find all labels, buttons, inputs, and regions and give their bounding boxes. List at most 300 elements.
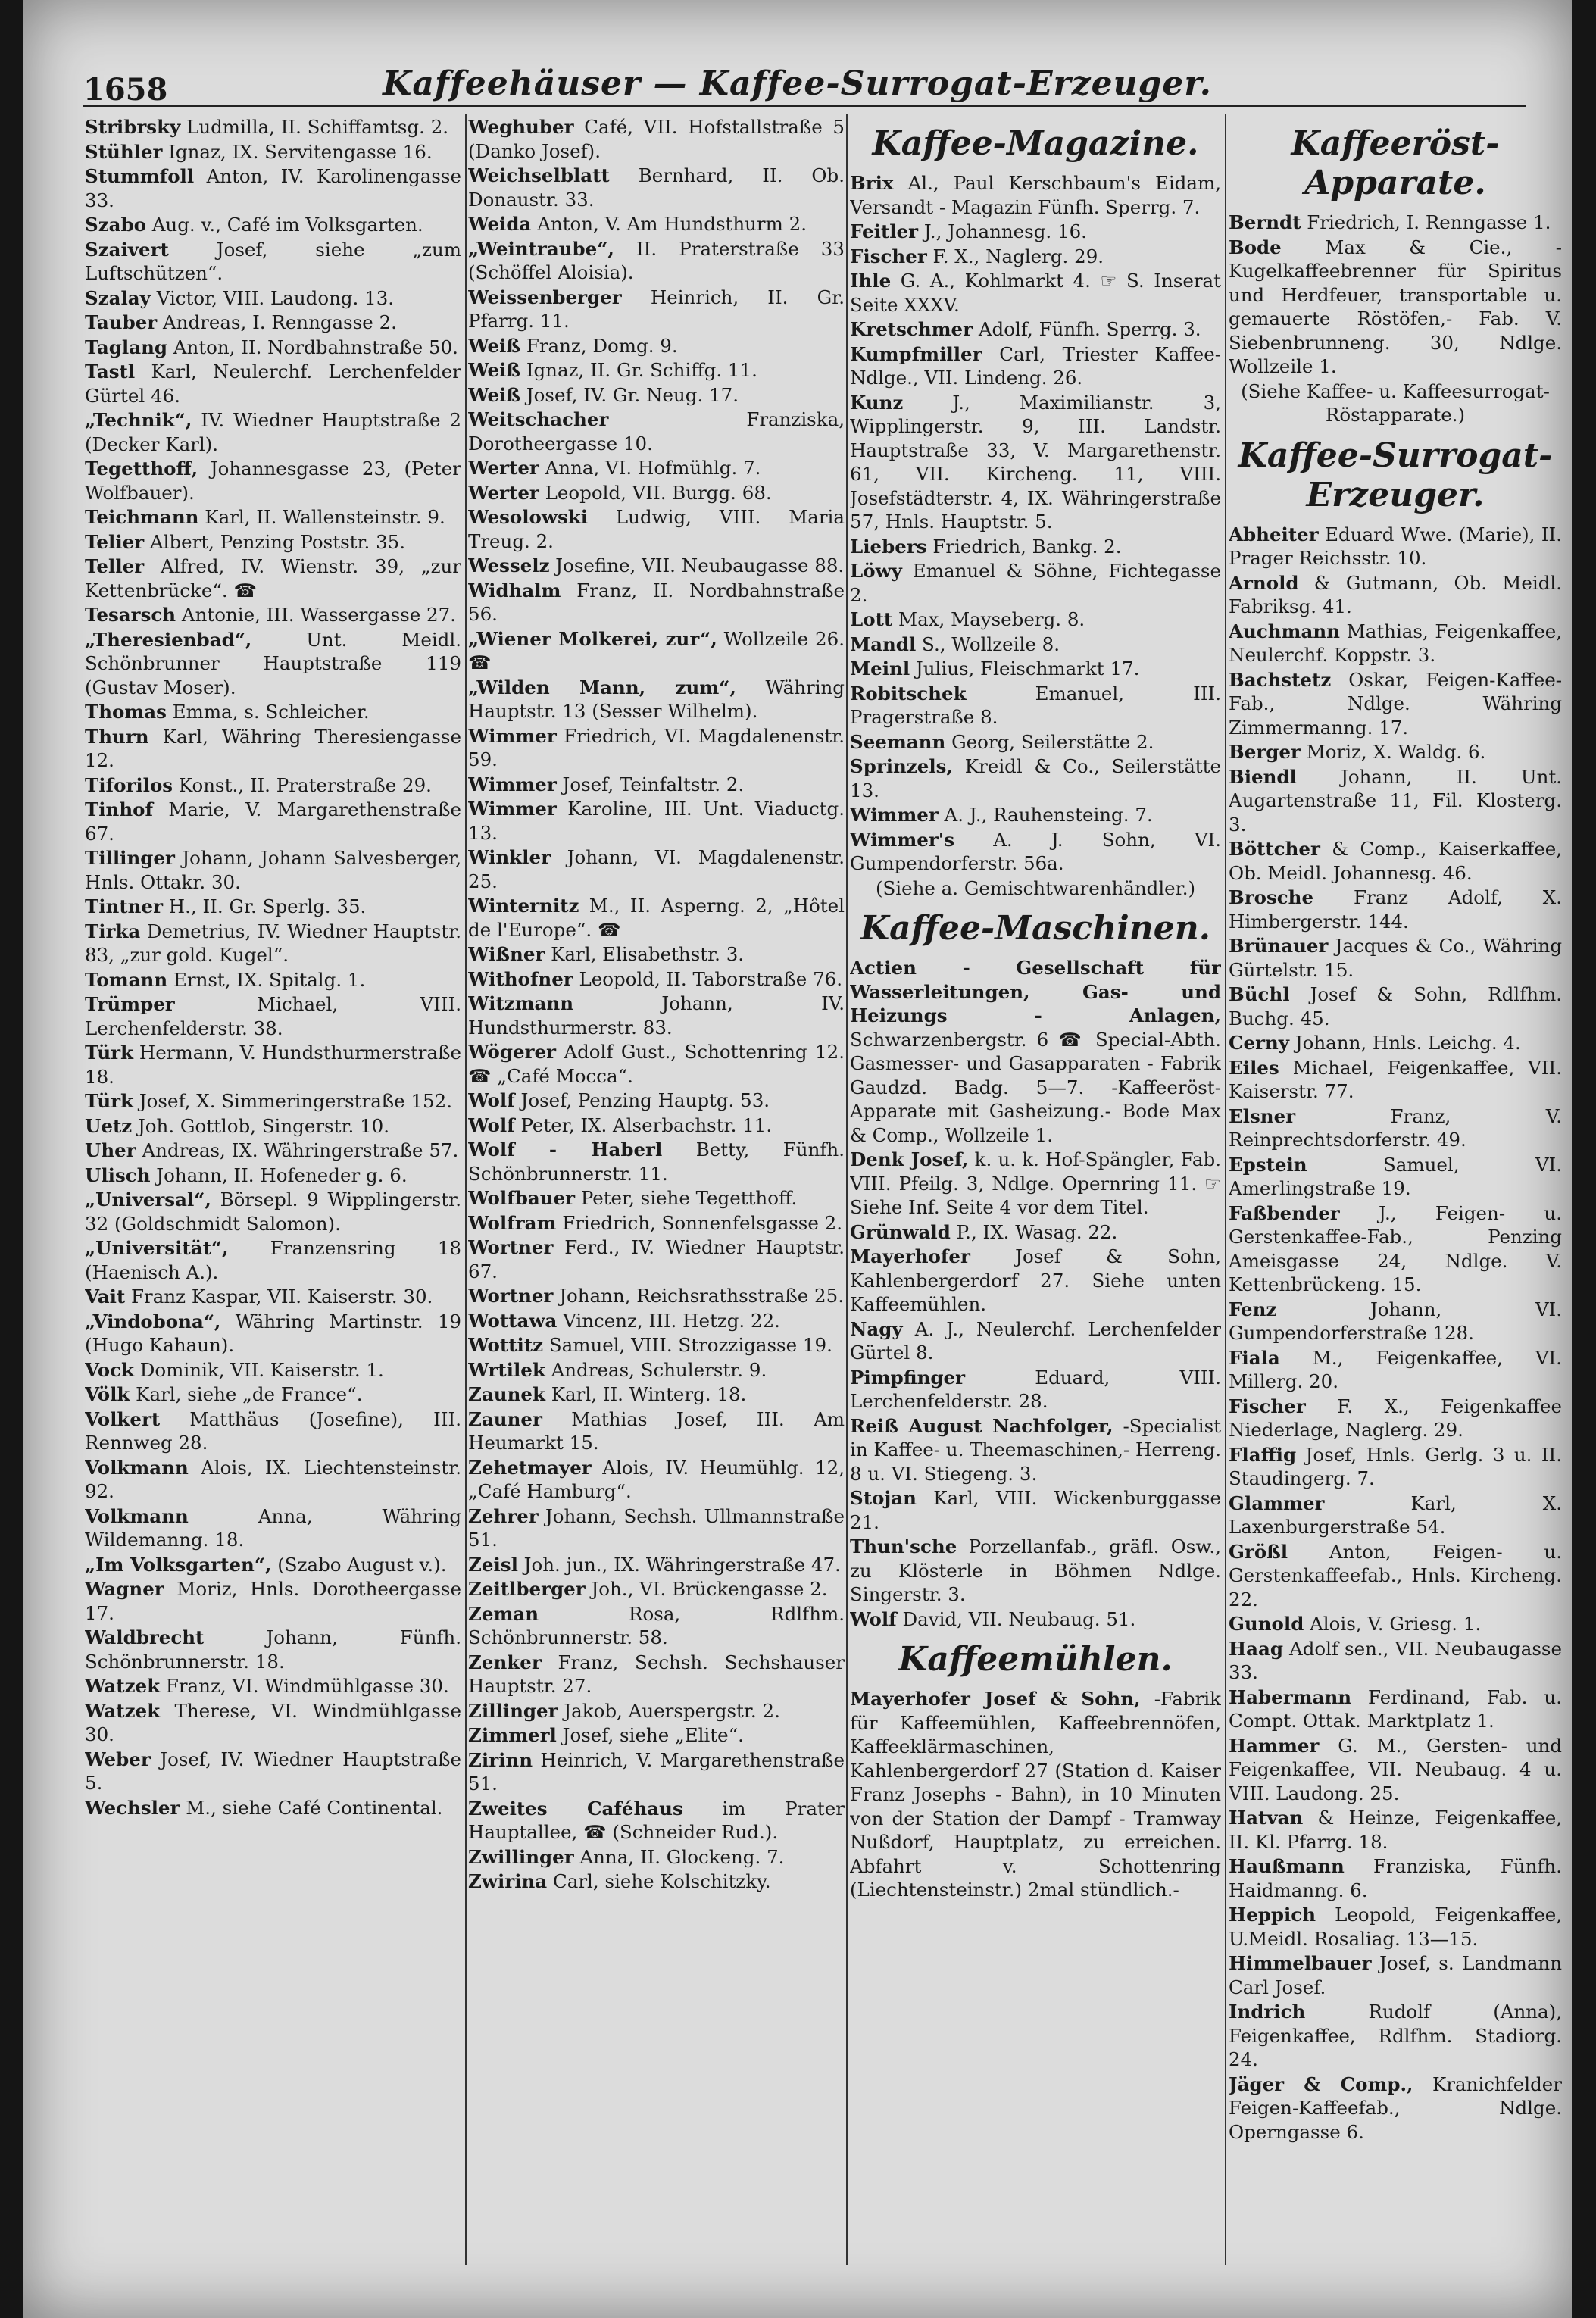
entry-name: Böttcher — [1229, 838, 1320, 860]
entry-name: Zaunek — [468, 1383, 545, 1405]
column-divider — [846, 114, 848, 2265]
entry-detail: Heinrich, V. Margarethenstraße 51. — [468, 1748, 845, 1795]
directory-entry — [85, 140, 461, 164]
entry-detail: Währing Martinstr. 19 (Hugo Kahaun). — [85, 1310, 461, 1356]
directory-entry — [1229, 1443, 1562, 1491]
entry-detail: Börsepl. 9 Wipplingerstr. 32 (Goldschmidt Salomon). — [85, 1189, 461, 1235]
directory-entry — [850, 171, 1221, 219]
entry-detail: Wollzeile 26. ☎ — [468, 627, 845, 673]
directory-entry — [468, 1553, 845, 1577]
entry-name: Winkler — [468, 846, 551, 868]
directory-entry — [1229, 1951, 1562, 1999]
entry-name: Hatvan — [1229, 1807, 1304, 1829]
entry-detail: Friedrich, Bankg. 2. — [926, 535, 1122, 558]
entry-detail: Peter, siehe Tegetthoff. — [575, 1187, 798, 1209]
entry-name: Uetz — [85, 1114, 133, 1137]
directory-entry — [85, 1114, 461, 1139]
directory-entry — [1229, 1903, 1562, 1951]
entry-name: Pimpfinger — [850, 1366, 966, 1389]
entry-detail: Ludwig, VIII. Maria Treug. 2. — [468, 506, 845, 552]
entry-name: Ihle — [850, 270, 892, 292]
entry-detail: Franz, VI. Windmühlgasse 30. — [160, 1675, 449, 1697]
entry-name: Wolfram — [468, 1211, 557, 1234]
directory-entry — [1229, 1612, 1562, 1636]
entry-name: Zillinger — [468, 1699, 558, 1722]
directory-entry — [468, 1797, 845, 1845]
entry-name: Büchl — [1229, 983, 1290, 1005]
entry-name: Völk — [85, 1383, 130, 1405]
directory-entry — [85, 920, 461, 967]
entry-detail: im Prater Hauptallee, ☎ (Schneider Rud.). — [468, 1797, 845, 1843]
entry-name: Bachstetz — [1229, 668, 1332, 691]
entry-name: Meinl — [850, 658, 910, 679]
section-title-kaffee-magazine: Kaffee-Magazine. — [872, 124, 1199, 163]
directory-entry — [85, 164, 461, 212]
directory-entry — [1229, 1492, 1562, 1539]
directory-entry — [85, 1310, 461, 1357]
directory-entry — [468, 1456, 845, 1504]
entry-name: „Technik“, — [85, 409, 192, 431]
entry-name: Weiß — [468, 334, 521, 357]
entry-name: Türk — [85, 1042, 134, 1064]
entry-detail: Schwarzenbergstr. 6 ☎ Special-Abth. Gasmesser- und Gasapparaten - Fabrik Gaudzd. Badg. 5—7. -Kaffeeröst-Apparate mit Gasheizung.- Bode Max & Comp., Wollzeile 1. — [850, 1028, 1221, 1146]
directory-entry — [85, 846, 461, 894]
entry-detail: Franzensring 18 (Haenisch A.). — [85, 1237, 461, 1283]
entry-detail: Anton, Feigen- u. Gerstenkaffeefab., Hnls. Kircheng. 22. — [1229, 1540, 1562, 1610]
entry-name: Wolfbauer — [468, 1187, 576, 1209]
directory-entry — [1229, 934, 1562, 982]
entry-detail: Karl, VIII. Wickenburggasse 21. — [850, 1487, 1221, 1533]
directory-entry — [468, 676, 845, 723]
entry-name: Tauber — [85, 311, 158, 333]
entry-detail: Josef, Penzing Hauptg. 53. — [514, 1089, 770, 1111]
entry-name: Stojan — [850, 1487, 917, 1509]
entry-detail: Rudolf (Anna), Feigenkaffee, Rdlfhm. Stadiorg. 24. — [1229, 2001, 1562, 2070]
entry-detail: Franziska, Fünfh. Haidmanng. 6. — [1229, 1855, 1562, 1901]
entry-detail: Eduard Wwe. (Marie), II. Prager Reichsstr. 10. — [1229, 523, 1562, 569]
entry-name: Biendl — [1229, 765, 1297, 788]
directory-entry — [1229, 982, 1562, 1030]
directory-entry — [85, 1407, 461, 1455]
entry-name: Jäger & Comp., — [1229, 2073, 1413, 2095]
entry-name: Tegetthoff, — [85, 458, 198, 480]
directory-entry — [850, 342, 1221, 390]
directory-entry — [85, 1188, 461, 1236]
entry-name: Mayerhofer — [850, 1245, 970, 1267]
entry-detail: Josef, Hnls. Gerlg. 3 u. II. Staudingerg. 7. — [1229, 1443, 1562, 1489]
entry-name: Volkert — [85, 1407, 161, 1430]
directory-entry — [85, 1164, 461, 1188]
entry-detail: J., Maximilianstr. 3, Wipplingerstr. 9, III. Landstr. Hauptstraße 33, V. Margarethenstr. 61, VII. Kircheng. 11, VIII. Josefstädterstr. 4, IX. Währingerstraße 57, Hnls. Hauptstr. 5. — [850, 391, 1221, 533]
section-note: (Siehe a. Gemischtwarenhändler.) — [875, 876, 1196, 899]
entry-detail: Ludmilla, II. Schiffamtsg. 2. — [180, 116, 449, 138]
entry-detail: Heinrich, II. Gr. Pfarrg. 11. — [468, 286, 845, 332]
directory-entry — [850, 730, 1221, 754]
entry-detail: Friedrich, I. Renngasse 1. — [1301, 211, 1551, 233]
directory-entry — [1229, 1806, 1562, 1854]
directory-entry — [85, 773, 461, 798]
entry-name: Habermann — [1229, 1685, 1352, 1708]
directory-entry — [850, 1607, 1221, 1632]
entry-detail: Karl, II. Wallensteinstr. 9. — [198, 506, 445, 528]
entry-detail: S., Wollzeile 8. — [916, 633, 1060, 655]
entry-detail: Franz Adolf, X. Himbergerstr. 144. — [1229, 886, 1562, 933]
entry-name: Tiforilos — [85, 773, 173, 796]
entry-name: Uher — [85, 1139, 136, 1161]
entry-name: „Wilden Mann, zum“, — [468, 676, 736, 698]
entry-name: Epstein — [1229, 1153, 1307, 1176]
entry-name: Kunz — [850, 391, 904, 414]
directory-entry — [85, 798, 461, 845]
entry-detail: Oskar, Feigen-Kaffee-Fab., Ndlge. Währing Zimmermanng. 17. — [1229, 668, 1562, 739]
directory-entry — [850, 1148, 1221, 1220]
entry-name: Withofner — [468, 967, 573, 990]
entry-name: „Wiener Molkerei, zur“, — [468, 627, 717, 650]
directory-entry — [85, 336, 461, 360]
entry-detail: A. J., Rauhensteing. 7. — [938, 804, 1153, 826]
entry-name: Grünwald — [850, 1220, 951, 1243]
entry-detail: Moriz, Hnls. Dorotheergasse 17. — [85, 1578, 461, 1624]
directory-entry — [468, 1651, 845, 1698]
entry-name: Reiß August Nachfolger, — [850, 1414, 1113, 1437]
entry-detail: J., Feigen- u. Gerstenkaffee-Fab., Penzing Ameisgasse 24, Ndlge. V. Kettenbrückeng. 15. — [1229, 1201, 1562, 1295]
directory-entry — [468, 286, 845, 333]
entry-name: Tomann — [85, 968, 168, 991]
entry-name: Wottawa — [468, 1309, 558, 1332]
directory-entry — [85, 505, 461, 530]
directory-entry — [85, 1626, 461, 1673]
column-3 — [850, 115, 1221, 2273]
entry-detail: Ferdinand, Fab. u. Compt. Ottak. Marktplatz 1. — [1229, 1685, 1562, 1732]
entry-detail: Emanuel, III. Pragerstraße 8. — [850, 682, 1221, 728]
directory-entry — [1229, 523, 1562, 570]
entry-name: Tirka — [85, 920, 141, 942]
directory-entry — [1229, 571, 1562, 619]
entry-detail: M., siehe Café Continental. — [180, 1796, 443, 1819]
entry-detail: Joh., VI. Brückengasse 2. — [585, 1578, 828, 1600]
entry-name: Brünauer — [1229, 935, 1329, 957]
directory-entry — [85, 311, 461, 335]
directory-entry — [850, 956, 1221, 1147]
section-title-kaffeeroest-apparate: Kaffeeröst-Apparate. — [1291, 124, 1500, 202]
entry-detail: Victor, VIII. Laudong. 13. — [150, 286, 395, 309]
directory-entry — [468, 1358, 845, 1382]
entry-detail: Franziska, Dorotheergasse 10. — [468, 408, 845, 455]
entry-detail: Eduard, VIII. Lerchenfelderstr. 28. — [850, 1366, 1221, 1412]
entry-detail: Michael, VIII. Lerchenfelderstr. 38. — [85, 993, 461, 1039]
directory-entry — [850, 1687, 1221, 1902]
entry-detail: Joh. jun., IX. Währingerstraße 47. — [517, 1553, 841, 1576]
entry-name: Tesarsch — [85, 604, 176, 626]
entry-detail: Johann, VI. Gumpendorferstraße 128. — [1229, 1298, 1562, 1344]
directory-entry — [468, 1040, 845, 1088]
directory-entry — [468, 1504, 845, 1552]
entry-detail: II. Praterstraße 33 (Schöffel Aloisia). — [468, 237, 845, 283]
directory-entry — [1229, 1685, 1562, 1733]
entry-name: Szabo — [85, 214, 146, 236]
entry-detail: Anna, VI. Hofmühlg. 7. — [539, 457, 761, 479]
directory-entry — [850, 828, 1221, 876]
entry-name: Faßbender — [1229, 1201, 1340, 1224]
entry-name: Brosche — [1229, 886, 1314, 908]
entry-detail: Johann, II. Hofeneder g. 6. — [150, 1164, 408, 1186]
directory-entry — [85, 115, 461, 139]
entry-detail: Josef, X. Simmeringerstraße 152. — [133, 1090, 453, 1112]
entry-detail: Porzellanfab., gräfl. Osw., zu Klösterle in Böhmen Ndlge. Singerstr. 3. — [850, 1535, 1221, 1605]
directory-entry — [468, 164, 845, 211]
directory-entry — [468, 1407, 845, 1455]
entry-name: Werter — [468, 481, 539, 504]
entry-name: Kumpfmiller — [850, 342, 982, 365]
directory-entry — [1229, 1395, 1562, 1442]
directory-entry — [85, 1236, 461, 1284]
entry-name: Zeman — [468, 1602, 539, 1625]
entry-detail: Andreas, I. Renngasse 2. — [157, 311, 397, 333]
entry-name: Zwirina — [468, 1870, 548, 1892]
entry-detail: Ernst, IX. Spitalg. 1. — [167, 968, 366, 991]
directory-entry — [85, 1674, 461, 1698]
entry-name: Elsner — [1229, 1104, 1296, 1127]
entry-name: Vock — [85, 1358, 134, 1381]
entry-detail: Karl, siehe „de France“. — [130, 1383, 363, 1405]
directory-entry — [468, 1138, 845, 1186]
entry-name: Weissenberger — [468, 286, 622, 308]
entry-name: Stühler — [85, 140, 163, 163]
entry-detail: Kranichfelder Feigen-Kaffeefab., Ndlge. Operngasse 6. — [1229, 2073, 1562, 2143]
entry-name: Volkmann — [85, 1504, 189, 1527]
directory-entry — [850, 1414, 1221, 1486]
entry-name: Gunold — [1229, 1613, 1304, 1635]
entry-name: Wolf — [850, 1607, 897, 1630]
directory-entry — [1229, 1346, 1562, 1394]
entry-name: Haußmann — [1229, 1855, 1345, 1877]
column-4 — [1229, 115, 1562, 2273]
entry-detail: Mathias Josef, III. Am Heumarkt 15. — [468, 1407, 845, 1454]
directory-entry — [468, 1333, 845, 1357]
entry-detail: Johann, Sechsh. Ullmannstraße 51. — [468, 1504, 845, 1551]
entry-name: Flaffig — [1229, 1443, 1297, 1466]
entry-name: Witzmann — [468, 992, 574, 1014]
entry-detail: Demetrius, IV. Wiedner Hauptstr. 83, „zur gold. Kugel“. — [85, 920, 461, 966]
directory-entry — [85, 238, 461, 286]
directory-entry — [850, 559, 1221, 607]
section-kaffee-maschinen — [850, 956, 1221, 1631]
entry-name: Watzek — [85, 1699, 161, 1722]
directory-entry — [1229, 668, 1562, 740]
entry-detail: Carl, Triester Kaffee-Ndlge., VII. Lindeng. 26. — [850, 342, 1221, 389]
directory-entry — [468, 334, 845, 358]
directory-entry — [850, 803, 1221, 827]
entry-name: Weitschacher — [468, 408, 609, 430]
directory-entry — [468, 408, 845, 455]
entry-name: Bode — [1229, 236, 1282, 258]
directory-entry — [1229, 1734, 1562, 1806]
directory-entry — [468, 1211, 845, 1236]
entry-detail: Andreas, Schulerstr. 9. — [545, 1358, 767, 1381]
entry-name: Thun'sche — [850, 1535, 957, 1557]
entry-name: Türk — [85, 1090, 134, 1112]
directory-entry — [468, 579, 845, 626]
directory-entry — [468, 845, 845, 893]
entry-name: Taglang — [85, 336, 168, 358]
entry-detail: Kreidl & Co., Seilerstätte 13. — [850, 755, 1221, 801]
entry-detail: & Comp., Kaiserkaffee, Ob. Meidl. Johannesg. 46. — [1229, 838, 1562, 884]
section-note: (Siehe Kaffee- u. Kaffeesurrogat-Röstapparate.) — [1241, 380, 1550, 426]
entry-name: Berndt — [1229, 211, 1301, 233]
entry-detail: Moriz, X. Waldg. 6. — [1300, 741, 1486, 763]
directory-entry — [1229, 1201, 1562, 1297]
section-title-kaffee-surrogat-erzeuger: Kaffee-Surrogat-Erzeuger. — [1238, 436, 1553, 514]
directory-entry — [468, 1089, 845, 1113]
entry-name: Stummfoll — [85, 165, 195, 187]
entry-name: „Weintraube“, — [468, 237, 614, 260]
directory-entry — [468, 1748, 845, 1796]
directory-entry — [850, 608, 1221, 632]
entry-detail: & Gutmann, Ob. Meidl. Fabriksg. 41. — [1229, 571, 1562, 617]
entry-detail: P., IX. Wasag. 22. — [950, 1220, 1118, 1243]
entry-detail: Carl, siehe Kolschitzky. — [547, 1870, 771, 1892]
entry-detail: Anton, IV. Karolinengasse 33. — [85, 165, 461, 211]
directory-entry — [850, 633, 1221, 657]
directory-entry — [850, 245, 1221, 269]
directory-entry — [85, 895, 461, 919]
entry-name: Zenker — [468, 1651, 542, 1673]
entry-name: Weichselblatt — [468, 164, 610, 186]
directory-entry — [468, 724, 845, 772]
entry-detail: Alois, IV. Heumühlg. 12, „Café Hamburg“. — [468, 1456, 845, 1502]
entry-detail: Johannesgasse 23, (Peter Wolfbauer). — [85, 458, 461, 504]
entry-name: „Im Volksgarten“, — [85, 1553, 272, 1576]
directory-entry — [468, 237, 845, 285]
entry-detail: Josef, IV. Gr. Neug. 17. — [520, 383, 739, 406]
entry-detail: G. A., Kohlmarkt 4. ☞ S. Inserat Seite XXXV. — [850, 270, 1221, 316]
directory-entry — [468, 1699, 845, 1723]
entry-detail: Michael, Feigenkaffee, VII. Kaiserstr. 77. — [1229, 1056, 1562, 1102]
entry-name: Auchmann — [1229, 620, 1340, 642]
entry-name: Szalay — [85, 286, 151, 309]
entry-name: Fiala — [1229, 1346, 1280, 1369]
section-kaffee-surrogat-erzeuger — [1229, 523, 1562, 2145]
entry-name: Teller — [85, 555, 145, 577]
directory-entry — [468, 773, 845, 797]
entry-name: Ulisch — [85, 1164, 151, 1186]
directory-entry — [1229, 1056, 1562, 1104]
entry-detail: Adolf sen., VII. Neubaugasse 33. — [1229, 1637, 1562, 1683]
directory-page — [23, 0, 1572, 2318]
entry-detail: Währing Hauptstr. 13 (Sesser Wilhelm). — [468, 676, 845, 722]
entry-detail: Johann, Fünfh. Schönbrunnerstr. 18. — [85, 1626, 461, 1673]
entry-detail: Andreas, IX. Währingerstraße 57. — [136, 1139, 459, 1161]
directory-entry — [468, 505, 845, 553]
directory-entry — [468, 481, 845, 505]
entry-name: Zehrer — [468, 1504, 539, 1527]
directory-entry — [850, 1486, 1221, 1534]
entry-detail: Johann, II. Unt. Augartenstraße 11, Fil. Klosterg. 3. — [1229, 765, 1562, 836]
directory-entry — [850, 1245, 1221, 1317]
entry-detail: Joh. Gottlob, Singerstr. 10. — [132, 1114, 390, 1137]
entry-detail: Konst., II. Praterstraße 29. — [173, 773, 432, 796]
column-divider — [465, 114, 467, 2265]
entry-detail: G. M., Gersten- und Feigenkaffee, VII. Neubaug. 4 u. VIII. Laudong. 25. — [1229, 1734, 1562, 1804]
column-1 — [85, 115, 461, 2273]
header-rule — [83, 105, 1526, 107]
entry-detail: Franz, V. Reinprechtsdorferstr. 49. — [1229, 1104, 1562, 1151]
entry-detail: Karl, II. Winterg. 18. — [545, 1383, 747, 1405]
entry-name: Sprinzels, — [850, 755, 953, 777]
directory-entry — [468, 967, 845, 992]
entry-detail: & Heinze, Feigenkaffee, II. Kl. Pfarrg. 18. — [1229, 1807, 1562, 1853]
entry-detail: -Fabrik für Kaffeemühlen, Kaffeebrennöfen, Kaffeeklärmaschinen, Kahlenbergerdorf 27 (Station d. Kaiser Franz Josephs - Bahn), in 10 Minuten von der Station der Dampf - Tramway Nußdorf, Hauptplatz, zu erreichen. Abfahrt v. Schottenring (Liechtensteinstr.) 2mal stündlich.- — [850, 1688, 1221, 1901]
entry-detail: Ignaz, II. Gr. Schiffg. 11. — [520, 359, 757, 381]
entry-name: Glammer — [1229, 1492, 1325, 1514]
entry-detail: Anna, Währing Wildemanng. 18. — [85, 1504, 461, 1551]
entry-detail: Marie, V. Margarethenstraße 67. — [85, 798, 461, 845]
page-title: Kaffeehäuser — Kaffee-Surrogat-Erzeuger. — [383, 64, 1212, 103]
directory-entry — [1229, 1031, 1562, 1055]
directory-entry — [468, 212, 845, 236]
directory-entry — [1229, 1153, 1562, 1201]
entry-detail: Josef, siehe „zum Luftschützen“. — [85, 238, 461, 284]
entry-name: Zweites Caféhaus — [468, 1797, 683, 1820]
directory-entry — [1229, 1637, 1562, 1685]
entry-detail: Ferd., IV. Wiedner Hauptstr. 67. — [468, 1236, 845, 1282]
entry-detail: Samuel, VIII. Strozzigasse 19. — [543, 1334, 832, 1356]
directory-entry — [85, 992, 461, 1040]
entry-detail: Franz, Sechsh. Sechshauser Hauptstr. 27. — [468, 1651, 845, 1697]
directory-entry — [850, 535, 1221, 559]
entry-name: Vait — [85, 1286, 126, 1307]
entry-name: Feitler — [850, 220, 919, 242]
section-kaffee-magazine — [850, 171, 1221, 876]
section-kaffeemuehlen — [850, 1687, 1221, 1902]
entry-name: „Universität“, — [85, 1237, 229, 1259]
entry-detail: Karl, X. Laxenburgerstraße 54. — [1229, 1492, 1562, 1538]
directory-entry — [85, 1041, 461, 1089]
entry-detail: Rosa, Rdlfhm. Schönbrunnerstr. 58. — [468, 1602, 845, 1648]
directory-entry — [468, 992, 845, 1039]
entry-name: Haag — [1229, 1637, 1284, 1660]
directory-entry — [85, 1456, 461, 1504]
entry-name: Zauner — [468, 1407, 542, 1430]
entry-detail: -Specialist in Kaffee- u. Theemaschinen,- Herreng. 8 u. VI. Stiegeng. 3. — [850, 1414, 1221, 1485]
directory-entry — [85, 360, 461, 408]
entry-name: Weghuber — [468, 116, 574, 138]
directory-entry — [1229, 740, 1562, 764]
entry-name: Wolf — [468, 1089, 515, 1111]
column-divider — [1225, 114, 1226, 2265]
entry-detail: David, VII. Neubaug. 51. — [896, 1607, 1136, 1630]
entry-detail: Alois, IX. Liechtensteinstr. 92. — [85, 1456, 461, 1502]
entry-name: Teichmann — [85, 506, 199, 528]
entry-detail: Karl, Elisabethstr. 3. — [545, 943, 745, 965]
entry-detail: Anton, V. Am Hundsthurm 2. — [531, 213, 807, 235]
entry-name: Trümper — [85, 993, 175, 1015]
entry-name: „Universal“, — [85, 1189, 211, 1211]
entry-detail: Max, Mayseberg. 8. — [892, 608, 1085, 630]
entry-name: Fischer — [850, 245, 927, 267]
entry-name: Telier — [85, 530, 145, 553]
entry-name: Fenz — [1229, 1298, 1277, 1320]
directory-entry — [850, 317, 1221, 342]
entry-detail: Jakob, Auerspergstr. 2. — [558, 1699, 780, 1722]
directory-entry — [85, 1358, 461, 1382]
entry-name: Tastl — [85, 361, 136, 383]
entry-name: Zehetmayer — [468, 1456, 592, 1479]
directory-entry — [85, 1699, 461, 1747]
entry-name: Zeisl — [468, 1553, 518, 1576]
directory-entry — [1229, 1298, 1562, 1345]
entry-name: Weida — [468, 213, 532, 235]
